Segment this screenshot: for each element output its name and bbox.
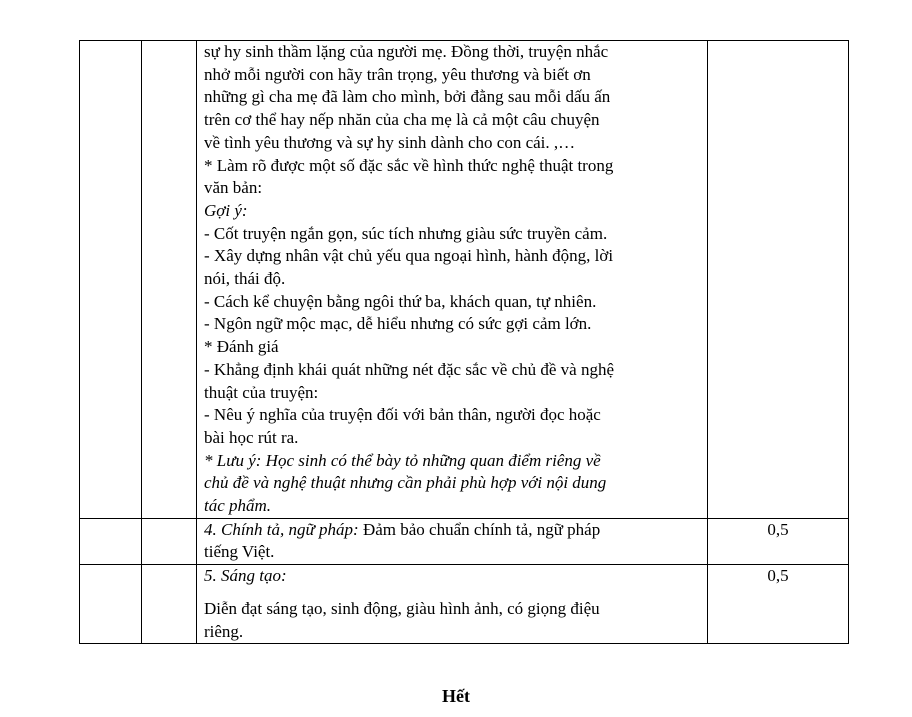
content-line: - Ngôn ngữ mộc mạc, dễ hiểu nhưng có sức gợi cảm lớn. <box>204 314 592 334</box>
content-line: bài học rút ra. <box>204 427 299 447</box>
section-column-cell <box>80 565 142 644</box>
content-line: tác phẩm. <box>204 496 272 516</box>
content-cell <box>197 565 708 644</box>
content-line: thuật của truyện: <box>204 382 319 402</box>
content-line: - Xây dựng nhân vật chủ yếu qua ngoại hình, hành động, lời <box>204 246 614 266</box>
content-line: văn bản: <box>204 178 263 198</box>
score-cell: 0,5 <box>708 518 849 564</box>
content-line: * Làm rõ được một số đặc sắc về hình thức nghệ thuật trong <box>204 155 614 175</box>
content-line: * Đánh giá <box>204 337 279 357</box>
score-cell: 0,5 <box>708 565 849 644</box>
criterion-text: Đảm bảo chuẩn chính tả, ngữ pháp <box>358 519 601 539</box>
item-column-cell <box>142 518 197 564</box>
content-line: trên cơ thể hay nếp nhăn của cha mẹ là cả một câu chuyện <box>204 110 600 130</box>
grading-rubric-table <box>79 40 849 644</box>
content-line: nhở mỗi người con hãy trân trọng, yêu thương và biết ơn <box>204 64 591 84</box>
item-column-cell <box>142 41 197 519</box>
content-cell <box>197 41 708 519</box>
criterion-text-continued: riêng. <box>204 621 244 641</box>
end-marker: Hết <box>442 686 470 706</box>
section-column-cell <box>80 41 142 519</box>
content-line: - Cốt truyện ngắn gọn, súc tích nhưng giàu sức truyền cảm. <box>204 223 608 243</box>
table-row <box>80 518 849 564</box>
section-column-cell <box>80 518 142 564</box>
content-line: - Khẳng định khái quát những nét đặc sắc về chủ đề và nghệ <box>204 359 615 379</box>
criterion-label: 4. Chính tả, ngữ pháp: <box>204 519 359 539</box>
content-line: sự hy sinh thầm lặng của người mẹ. Đồng thời, truyện nhắc <box>204 42 609 61</box>
content-line: Gợi ý: <box>204 200 248 220</box>
criterion-text-continued: tiếng Việt. <box>204 542 275 562</box>
content-line: về tình yêu thương và sự hy sinh dành cho con cái. ,… <box>204 132 576 152</box>
criterion-text: Diễn đạt sáng tạo, sinh động, giàu hình ảnh, có giọng điệu <box>204 598 600 618</box>
score-cell <box>708 41 849 519</box>
table-row <box>80 41 849 519</box>
content-line: * Lưu ý: Học sinh có thể bày tỏ những quan điểm riêng về <box>204 450 601 470</box>
content-cell <box>197 518 708 564</box>
criterion-label: 5. Sáng tạo: <box>204 566 287 586</box>
content-line: - Nêu ý nghĩa của truyện đối với bản thân, người đọc hoặc <box>204 405 601 425</box>
item-column-cell <box>142 565 197 644</box>
table-row <box>80 565 849 644</box>
content-line: nói, thái độ. <box>204 269 286 289</box>
content-line: - Cách kể chuyện bằng ngôi thứ ba, khách quan, tự nhiên. <box>204 291 597 311</box>
content-line: những gì cha mẹ đã làm cho mình, bởi đằng sau mỗi dấu ấn <box>204 87 611 107</box>
content-line: chủ đề và nghệ thuật nhưng cần phải phù hợp với nội dung <box>204 473 607 493</box>
